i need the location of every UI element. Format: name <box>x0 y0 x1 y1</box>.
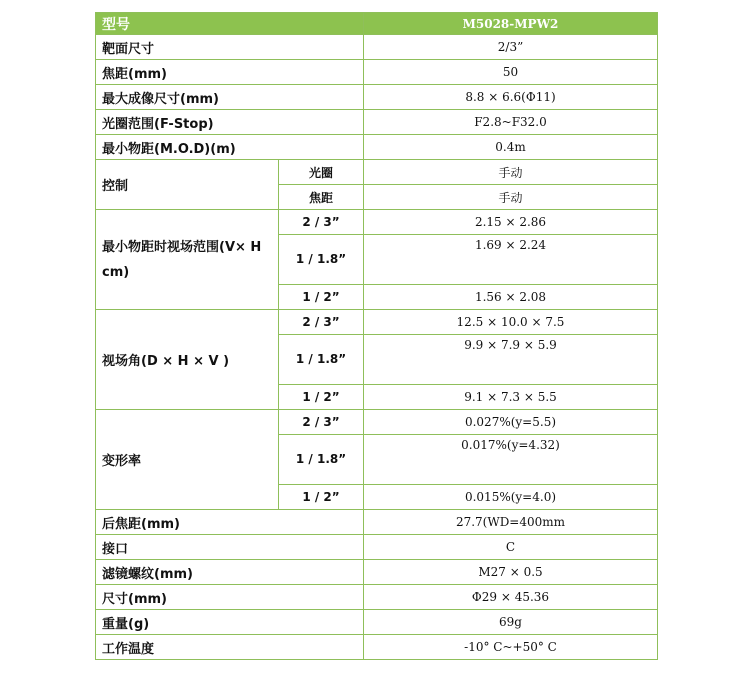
table-row <box>96 310 658 335</box>
row-value: 8.8 × 6.6(Φ11) <box>364 85 658 110</box>
table-row <box>96 410 658 435</box>
row-value: 1.56 × 2.08 <box>364 285 658 310</box>
row-value: Φ29 × 45.36 <box>364 585 658 610</box>
row-sublabel: 1 / 1.8” <box>279 235 364 285</box>
row-label: 光圈范围(F-Stop) <box>96 110 364 135</box>
row-sublabel: 2 / 3” <box>279 410 364 435</box>
table-row <box>96 85 658 110</box>
row-sublabel: 1 / 1.8” <box>279 335 364 385</box>
row-value: 0.4m <box>364 135 658 160</box>
row-value: M27 × 0.5 <box>364 560 658 585</box>
table-row <box>96 60 658 85</box>
spec-table <box>95 12 658 660</box>
row-value: 12.5 × 10.0 × 7.5 <box>364 310 658 335</box>
row-label: 控制 <box>96 160 279 210</box>
table-row <box>96 585 658 610</box>
row-sublabel: 2 / 3” <box>279 210 364 235</box>
row-label: 焦距(mm) <box>96 60 364 85</box>
row-value: 9.9 × 7.9 × 5.9 <box>364 335 658 385</box>
row-label: 最大成像尺寸(mm) <box>96 85 364 110</box>
row-value: -10° C~+50° C <box>364 635 658 660</box>
table-row <box>96 510 658 535</box>
row-label: 尺寸(mm) <box>96 585 364 610</box>
row-label: 后焦距(mm) <box>96 510 364 535</box>
row-value: 9.1 × 7.3 × 5.5 <box>364 385 658 410</box>
row-sublabel: 光圈 <box>279 160 364 185</box>
table-row <box>96 35 658 60</box>
row-value: 1.69 × 2.24 <box>364 235 658 285</box>
table-row <box>96 110 658 135</box>
row-label: 变形率 <box>96 410 279 510</box>
table-header-row <box>96 13 658 35</box>
row-sublabel: 1 / 2” <box>279 285 364 310</box>
row-value: 2.15 × 2.86 <box>364 210 658 235</box>
row-value: F2.8~F32.0 <box>364 110 658 135</box>
header-label: 型号 <box>96 13 364 35</box>
table-row <box>96 135 658 160</box>
row-value: 手动 <box>364 185 658 210</box>
row-sublabel: 焦距 <box>279 185 364 210</box>
row-label: 工作温度 <box>96 635 364 660</box>
table-row <box>96 160 658 185</box>
row-label: 最小物距(M.O.D)(m) <box>96 135 364 160</box>
row-sublabel: 1 / 1.8” <box>279 435 364 485</box>
row-value: 69g <box>364 610 658 635</box>
row-sublabel: 1 / 2” <box>279 485 364 510</box>
header-model: M5028-MPW2 <box>364 13 658 35</box>
table-row <box>96 635 658 660</box>
row-value: 0.017%(y=4.32) <box>364 435 658 485</box>
row-label: 靶面尺寸 <box>96 35 364 60</box>
row-sublabel: 1 / 2” <box>279 385 364 410</box>
table-row <box>96 610 658 635</box>
row-value: 2/3” <box>364 35 658 60</box>
row-value: 0.015%(y=4.0) <box>364 485 658 510</box>
table-row <box>96 210 658 235</box>
row-label: 接口 <box>96 535 364 560</box>
row-label: 重量(g) <box>96 610 364 635</box>
row-label: 视场角(D × H × V ) <box>96 310 279 410</box>
row-label: 最小物距时视场范围(V× H cm) <box>96 210 279 310</box>
table-row <box>96 560 658 585</box>
table-row <box>96 535 658 560</box>
row-value: 50 <box>364 60 658 85</box>
row-value: C <box>364 535 658 560</box>
row-value: 0.027%(y=5.5) <box>364 410 658 435</box>
row-value: 27.7(WD=400mm <box>364 510 658 535</box>
row-value: 手动 <box>364 160 658 185</box>
row-label: 滤镜螺纹(mm) <box>96 560 364 585</box>
row-sublabel: 2 / 3” <box>279 310 364 335</box>
